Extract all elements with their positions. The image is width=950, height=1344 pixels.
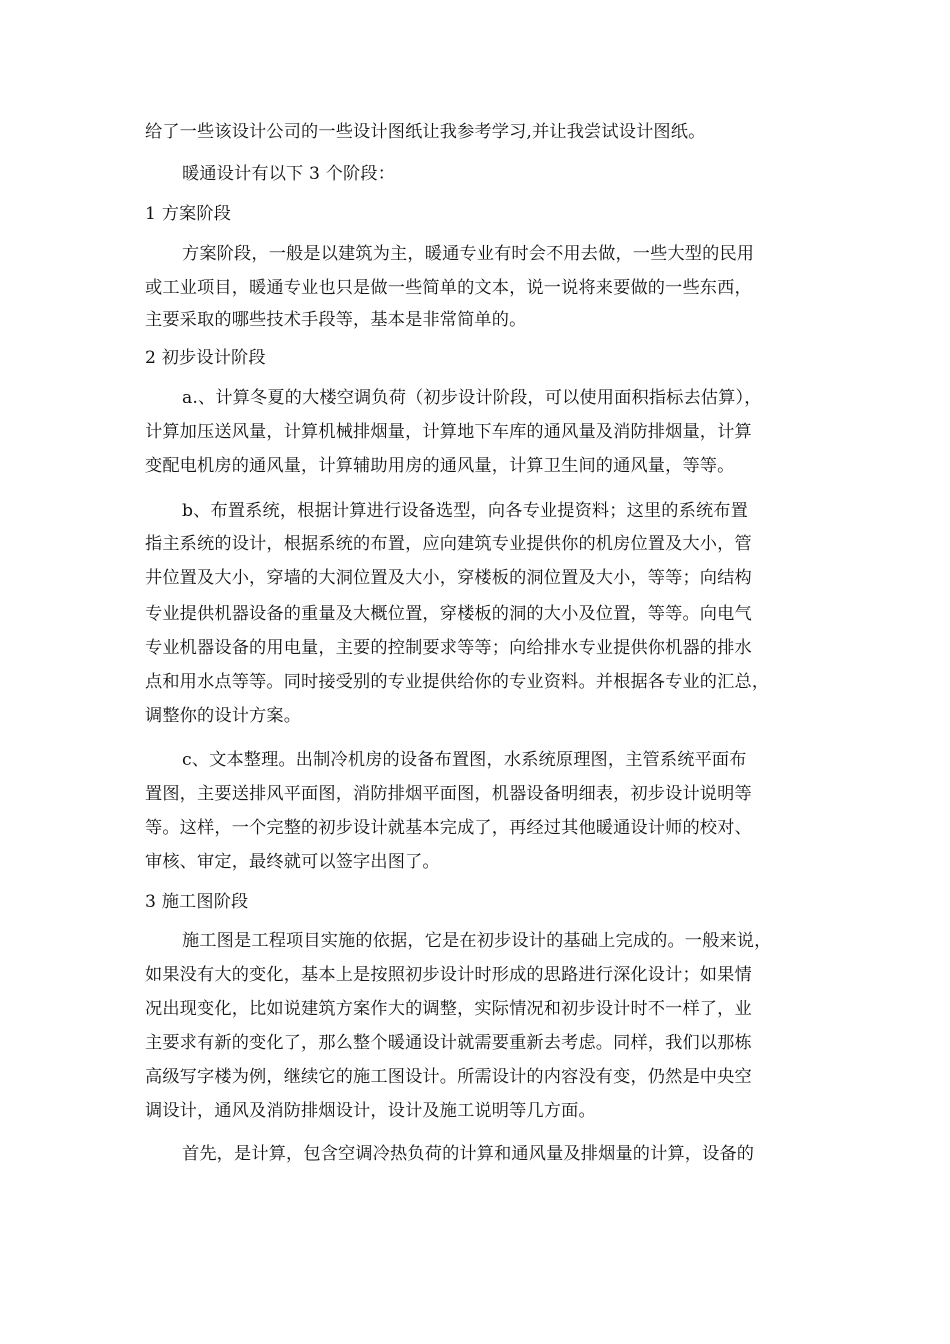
text-line: 主要求有新的变化了，那么整个暖通设计就需要重新去考虑。同样，我们以那栋 xyxy=(145,1033,752,1053)
text-line: 指主系统的设计，根据系统的布置，应向建筑专业提供你的机房位置及大小，管 xyxy=(145,534,752,554)
text-line: 井位置及大小，穿墙的大洞位置及大小，穿楼板的洞位置及大小，等等；向结构 xyxy=(145,568,752,588)
text-line: 施工图是工程项目实施的依据，它是在初步设计的基础上完成的。一般来说， xyxy=(182,931,772,951)
text-line: 给了一些该设计公司的一些设计图纸让我参考学习,并让我尝试设计图纸。 xyxy=(145,122,706,142)
text-line: c、文本整理。出制冷机房的设备布置图，水系统原理图，主管系统平面布 xyxy=(182,750,747,770)
text-line: b、布置系统，根据计算进行设备选型，向各专业提资料；这里的系统布置 xyxy=(182,501,748,521)
text-line: 主要采取的哪些技术手段等，基本是非常简单的。 xyxy=(145,310,527,330)
text-line: 专业机器设备的用电量，主要的控制要求等等；向给排水专业提供你机器的排水 xyxy=(145,638,752,658)
section-heading: 1 方案阶段 xyxy=(145,204,232,224)
text-line: 暖通设计有以下 3 个阶段： xyxy=(182,164,396,184)
text-line: 首先，是计算，包含空调冷热负荷的计算和通风量及排烟量的计算，设备的 xyxy=(182,1144,755,1164)
section-heading: 2 初步设计阶段 xyxy=(145,348,266,368)
text-line: 或工业项目，暖通专业也只是做一些简单的文本，说一说将来要做的一些东西， xyxy=(145,278,752,298)
text-line: 如果没有大的变化，基本上是按照初步设计时形成的思路进行深化设计；如果情 xyxy=(145,965,752,985)
text-line: 调整你的设计方案。 xyxy=(145,706,302,726)
text-line: 况出现变化，比如说建筑方案作大的调整，实际情况和初步设计时不一样了，业 xyxy=(145,999,752,1019)
text-line: 高级写字楼为例，继续它的施工图设计。所需设计的内容没有变，仍然是中央空 xyxy=(145,1067,752,1087)
text-line: 点和用水点等等。同时接受别的专业提供给你的专业资料。并根据各专业的汇总， xyxy=(145,672,770,692)
text-line: 变配电机房的通风量，计算辅助用房的通风量，计算卫生间的通风量，等等。 xyxy=(145,456,735,476)
text-line: 等。这样，一个完整的初步设计就基本完成了，再经过其他暖通设计师的校对、 xyxy=(145,818,752,838)
text-line: 审核、审定，最终就可以签字出图了。 xyxy=(145,852,440,872)
text-line: a.、计算冬夏的大楼空调负荷（初步设计阶段，可以使用面积指标去估算）， xyxy=(182,388,762,408)
text-line: 调设计，通风及消防排烟设计，设计及施工说明等几方面。 xyxy=(145,1101,596,1121)
text-line: 计算加压送风量，计算机械排烟量，计算地下车库的通风量及消防排烟量，计算 xyxy=(145,422,752,442)
text-line: 专业提供机器设备的重量及大概位置，穿楼板的洞的大小及位置，等等。向电气 xyxy=(145,604,752,624)
section-heading: 3 施工图阶段 xyxy=(145,892,249,912)
text-line: 方案阶段，一般是以建筑为主，暖通专业有时会不用去做，一些大型的民用 xyxy=(182,244,755,264)
text-line: 置图，主要送排风平面图，消防排烟平面图，机器设备明细表，初步设计说明等 xyxy=(145,784,752,804)
